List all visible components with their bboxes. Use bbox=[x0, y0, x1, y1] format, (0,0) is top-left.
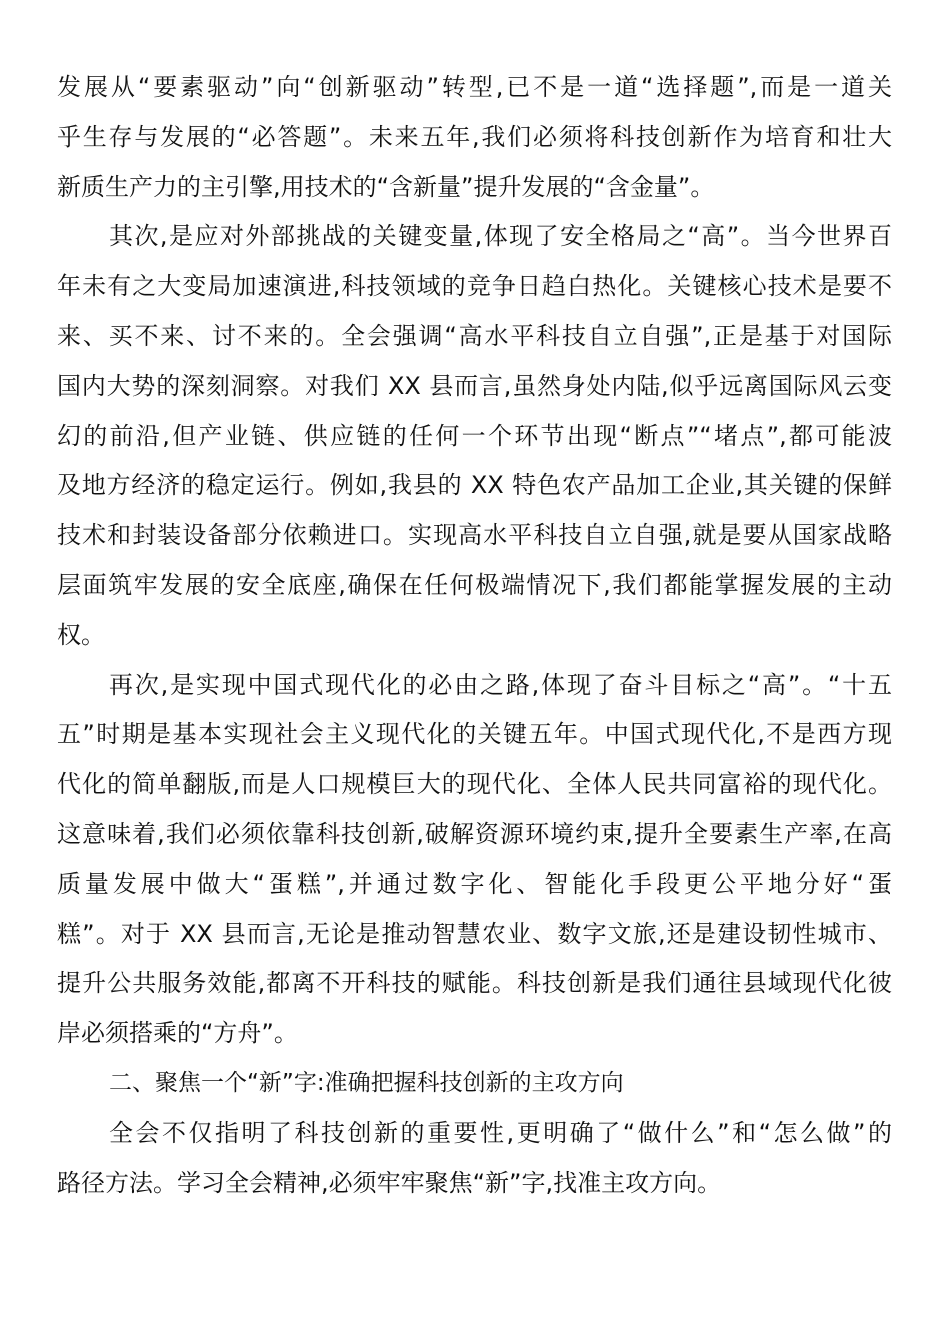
text-line: 全会不仅指明了科技创新的重要性,更明确了“做什么”和“怎么做”的 bbox=[109, 1118, 892, 1147]
text-line: 五”时期是基本实现社会主义现代化的关键五年。中国式现代化,不是西方现 bbox=[57, 720, 892, 749]
section-heading-text: 二、聚焦一个“新”字:准确把握科技创新的主攻方向 bbox=[109, 1069, 624, 1096]
text-line: 其次,是应对外部挑战的关键变量,体现了安全格局之“高”。当今世界百 bbox=[109, 222, 892, 251]
text-line: 路径方法。学习全会精神,必须牢牢聚焦“新”字,找准主攻方向。 bbox=[57, 1168, 722, 1197]
text-line: 幻的前沿,但产业链、供应链的任何一个环节出现“断点”“堵点”,都可能波 bbox=[57, 421, 892, 450]
text-line: 新质生产力的主引擎,用技术的“含新量”提升发展的“含金量”。 bbox=[57, 172, 715, 201]
paragraph-modernization-goal bbox=[57, 661, 892, 1059]
text-line: 代化的简单翻版,而是人口规模巨大的现代化、全体人民共同富裕的现代化。 bbox=[57, 770, 892, 799]
text-line: 国内大势的深刻洞察。对我们 XX 县而言,虽然身处内陆,似乎远离国际风云变 bbox=[57, 371, 892, 400]
text-line: 提升公共服务效能,都离不开科技的赋能。科技创新是我们通往县域现代化彼 bbox=[57, 969, 892, 998]
paragraph-security-pattern bbox=[57, 212, 892, 660]
document-page bbox=[57, 63, 892, 1208]
text-line: 及地方经济的稳定运行。例如,我县的 XX 特色农产品加工企业,其关键的保鲜 bbox=[57, 471, 892, 500]
text-line: 权。 bbox=[57, 620, 105, 649]
text-line: 发展从“要素驱动”向“创新驱动”转型,已不是一道“选择题”,而是一道关 bbox=[57, 73, 892, 101]
paragraph-focus-new bbox=[57, 1109, 892, 1209]
text-line: 再次,是实现中国式现代化的必由之路,体现了奋斗目标之“高”。“十五 bbox=[109, 670, 892, 699]
text-line: 岸必须搭乘的“方舟”。 bbox=[57, 1019, 298, 1048]
paragraph-continuation bbox=[57, 63, 892, 212]
text-line: 技术和封装设备部分依赖进口。实现高水平科技自立自强,就是要从国家战略 bbox=[57, 521, 892, 550]
section-heading bbox=[57, 1059, 892, 1109]
text-line: 层面筑牢发展的安全底座,确保在任何极端情况下,我们都能掌握发展的主动 bbox=[57, 570, 892, 599]
text-line: 糕”。对于 XX 县而言,无论是推动智慧农业、数字文旅,还是建设韧性城市、 bbox=[57, 919, 892, 948]
text-line: 质量发展中做大“蛋糕”,并通过数字化、智能化手段更公平地分好“蛋 bbox=[57, 869, 892, 898]
text-line: 年未有之大变局加速演进,科技领域的竞争日趋白热化。关键核心技术是要不 bbox=[57, 272, 892, 301]
text-line: 乎生存与发展的“必答题”。未来五年,我们必须将科技创新作为培育和壮大 bbox=[57, 122, 892, 151]
text-line: 来、买不来、讨不来的。全会强调“高水平科技自立自强”,正是基于对国际 bbox=[57, 321, 892, 350]
text-line: 这意味着,我们必须依靠科技创新,破解资源环境约束,提升全要素生产率,在高 bbox=[57, 819, 892, 848]
